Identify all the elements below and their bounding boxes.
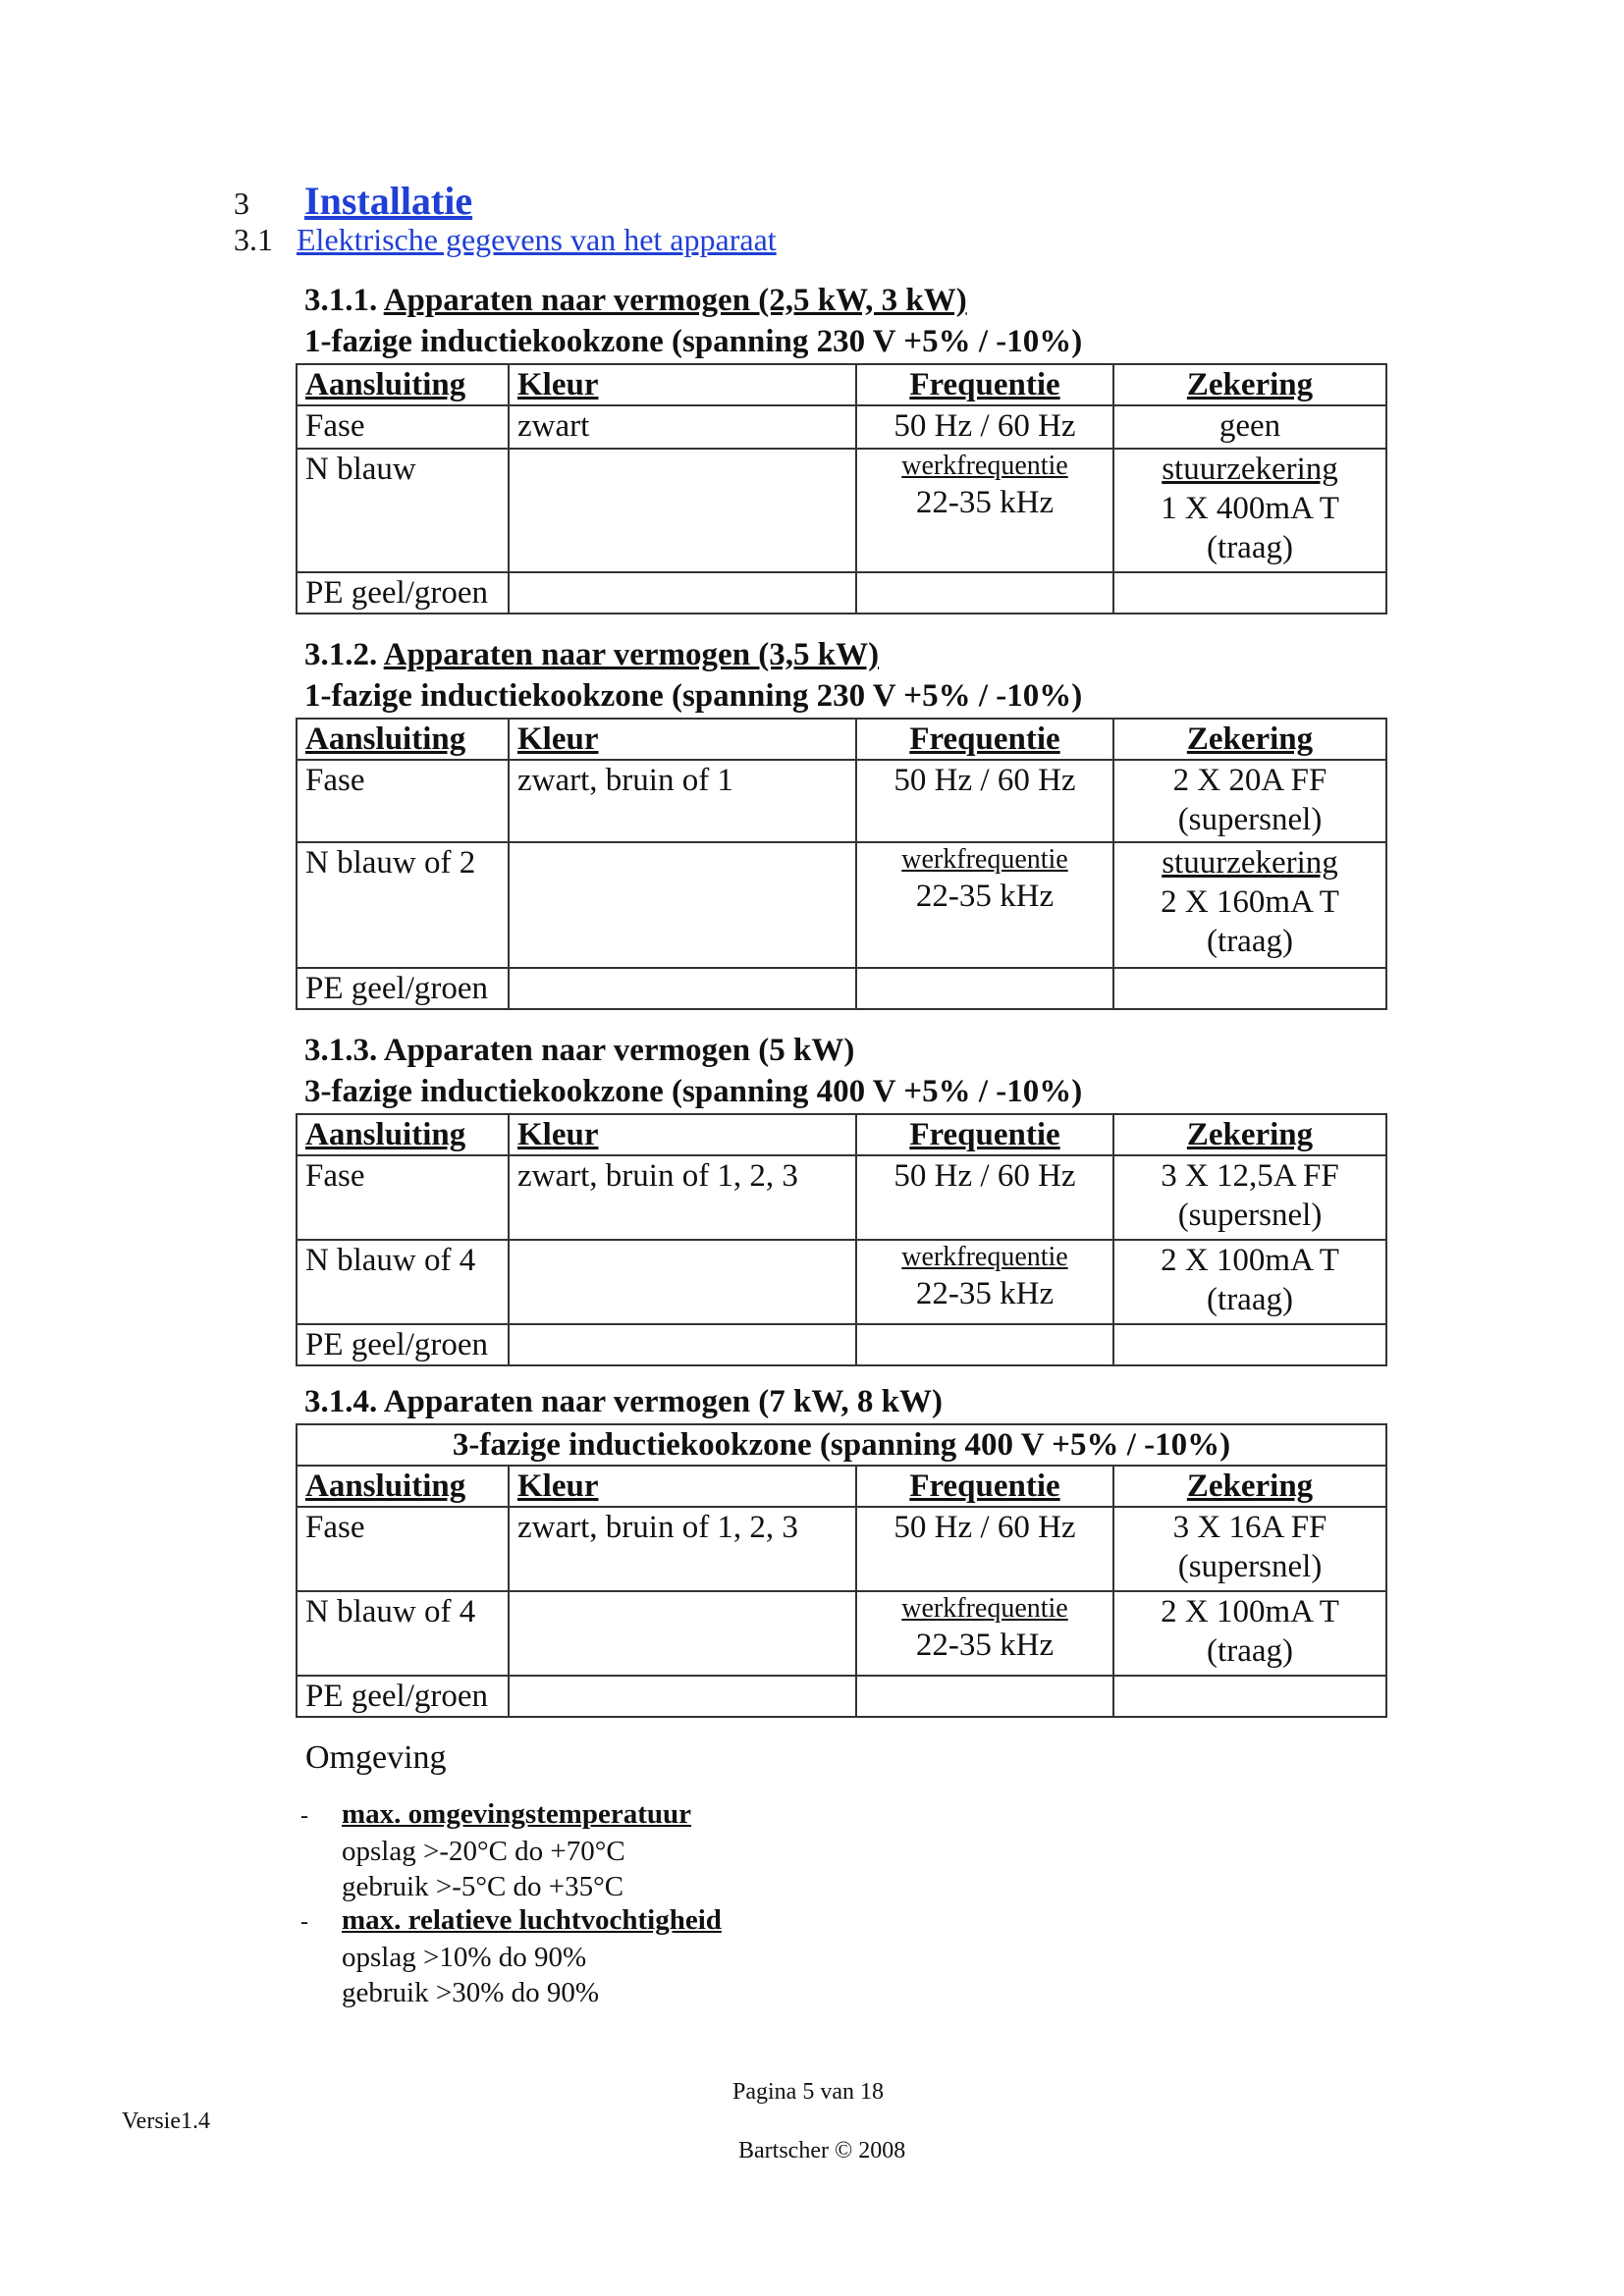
cell-zekering bbox=[1113, 1591, 1386, 1676]
cell-aansluiting: Fase bbox=[297, 1507, 509, 1591]
temperature-heading: max. omgevingstemperatuur bbox=[342, 1798, 692, 1830]
table-row bbox=[297, 572, 1386, 614]
humidity-use: gebruik >30% do 90% bbox=[342, 1977, 600, 2008]
section-3-1-4-header bbox=[304, 1381, 943, 1422]
cell-frequentie bbox=[856, 968, 1113, 1009]
column-header: Frequentie bbox=[856, 719, 1113, 760]
cell-aansluiting: Fase bbox=[297, 1155, 509, 1240]
cell-value-note: (traag) bbox=[1207, 1633, 1293, 1669]
section-3-1-2-header bbox=[304, 634, 1082, 717]
cell-note: stuurzekering bbox=[1162, 452, 1338, 487]
table-header-row bbox=[297, 719, 1386, 760]
cell-kleur bbox=[509, 572, 856, 614]
temperature-use: gebruik >-5°C do +35°C bbox=[342, 1871, 624, 1902]
table-title-row bbox=[297, 1424, 1386, 1466]
column-header: Zekering bbox=[1113, 1466, 1386, 1507]
cell-value-note: (traag) bbox=[1207, 530, 1293, 565]
cell-value: 2 X 100mA T bbox=[1161, 1594, 1339, 1629]
cell-kleur bbox=[509, 1676, 856, 1717]
temperature-storage: opslag >-20°C do +70°C bbox=[342, 1836, 625, 1867]
table-header-row bbox=[297, 364, 1386, 405]
section-subtitle: 3-fazige inductiekookzone (spanning 400 V +5% / -10%) bbox=[304, 1074, 1083, 1109]
section-number: 3.1.3. bbox=[304, 1033, 378, 1068]
table-3-1-1 bbox=[296, 363, 1387, 614]
table-header-row bbox=[297, 1114, 1386, 1155]
table-3-1-2 bbox=[296, 718, 1387, 1010]
cell-value: 22-35 kHz bbox=[915, 1628, 1055, 1663]
cell-value: 22-35 kHz bbox=[915, 1276, 1055, 1311]
bullet-dash: - bbox=[300, 1803, 308, 1829]
column-header: Aansluiting bbox=[297, 719, 509, 760]
column-header: Zekering bbox=[1113, 364, 1386, 405]
table-row bbox=[297, 449, 1386, 572]
subsection-title-link[interactable]: Elektrische gegevens van het apparaat bbox=[297, 222, 777, 257]
cell-kleur: zwart bbox=[509, 405, 856, 449]
table-header-row bbox=[297, 1466, 1386, 1507]
section-subtitle: 1-fazige inductiekookzone (spanning 230 V +5% / -10%) bbox=[304, 678, 1083, 714]
cell-frequentie: 50 Hz / 60 Hz bbox=[856, 1507, 1113, 1591]
cell-zekering bbox=[1113, 1324, 1386, 1365]
column-header: Aansluiting bbox=[297, 1466, 509, 1507]
cell-value-note: (supersnel) bbox=[1177, 802, 1323, 837]
table-row bbox=[297, 1507, 1386, 1591]
cell-zekering bbox=[1113, 1240, 1386, 1324]
cell-zekering bbox=[1113, 760, 1386, 842]
cell-value: 3 X 16A FF bbox=[1172, 1510, 1327, 1545]
cell-kleur bbox=[509, 1240, 856, 1324]
cell-note: werkfrequentie bbox=[901, 1593, 1068, 1624]
table-row bbox=[297, 1155, 1386, 1240]
cell-note: stuurzekering bbox=[1162, 845, 1338, 881]
column-header: Frequentie bbox=[856, 1466, 1113, 1507]
section-number: 3.1.2. bbox=[304, 637, 378, 672]
cell-aansluiting: PE geel/groen bbox=[297, 1676, 509, 1717]
cell-frequentie: 50 Hz / 60 Hz bbox=[856, 760, 1113, 842]
environment-temperature bbox=[300, 1796, 1310, 1904]
section-title-link[interactable]: Installatie bbox=[304, 179, 473, 223]
column-header: Aansluiting bbox=[297, 1114, 509, 1155]
cell-zekering bbox=[1113, 572, 1386, 614]
cell-value: 2 X 160mA T bbox=[1161, 884, 1339, 920]
section-title: Apparaten naar vermogen (2,5 kW, 3 kW) bbox=[383, 283, 967, 318]
cell-value: 2 X 20A FF bbox=[1172, 763, 1327, 798]
cell-note: werkfrequentie bbox=[901, 451, 1068, 481]
cell-zekering bbox=[1113, 449, 1386, 572]
cell-frequentie bbox=[856, 1591, 1113, 1676]
table-row bbox=[297, 842, 1386, 968]
cell-value: 22-35 kHz bbox=[915, 485, 1055, 520]
cell-aansluiting: PE geel/groen bbox=[297, 572, 509, 614]
cell-kleur bbox=[509, 1324, 856, 1365]
cell-frequentie bbox=[856, 1240, 1113, 1324]
column-header: Kleur bbox=[509, 1466, 856, 1507]
cell-note: werkfrequentie bbox=[901, 844, 1068, 875]
cell-frequentie bbox=[856, 1324, 1113, 1365]
cell-zekering bbox=[1113, 1507, 1386, 1591]
humidity-heading: max. relatieve luchtvochtigheid bbox=[342, 1904, 722, 1936]
cell-aansluiting: PE geel/groen bbox=[297, 968, 509, 1009]
table-row bbox=[297, 760, 1386, 842]
cell-frequentie: 50 Hz / 60 Hz bbox=[856, 405, 1113, 449]
cell-frequentie bbox=[856, 449, 1113, 572]
section-3-1-1-header bbox=[304, 280, 1082, 362]
cell-value: 22-35 kHz bbox=[915, 879, 1055, 914]
cell-aansluiting: Fase bbox=[297, 405, 509, 449]
column-header: Zekering bbox=[1113, 719, 1386, 760]
cell-aansluiting: N blauw of 4 bbox=[297, 1591, 509, 1676]
cell-value: 3 X 12,5A FF bbox=[1161, 1158, 1339, 1194]
column-header: Aansluiting bbox=[297, 364, 509, 405]
cell-zekering bbox=[1113, 1155, 1386, 1240]
subsection-heading bbox=[234, 222, 777, 258]
cell-zekering bbox=[1113, 842, 1386, 968]
cell-kleur: zwart, bruin of 1, 2, 3 bbox=[509, 1155, 856, 1240]
cell-aansluiting: N blauw of 4 bbox=[297, 1240, 509, 1324]
section-subtitle: 1-fazige inductiekookzone (spanning 230 V +5% / -10%) bbox=[304, 324, 1083, 359]
cell-aansluiting: PE geel/groen bbox=[297, 1324, 509, 1365]
cell-aansluiting: N blauw of 2 bbox=[297, 842, 509, 968]
cell-aansluiting: Fase bbox=[297, 760, 509, 842]
column-header: Zekering bbox=[1113, 1114, 1386, 1155]
cell-kleur bbox=[509, 842, 856, 968]
cell-kleur: zwart, bruin of 1 bbox=[509, 760, 856, 842]
bullet-dash: - bbox=[300, 1909, 308, 1935]
table-row bbox=[297, 1591, 1386, 1676]
table-3-1-3 bbox=[296, 1113, 1387, 1366]
cell-note: werkfrequentie bbox=[901, 1242, 1068, 1272]
table-row bbox=[297, 968, 1386, 1009]
page-number: Pagina 5 van 18 bbox=[732, 2079, 884, 2105]
cell-kleur bbox=[509, 449, 856, 572]
section-title: Apparaten naar vermogen (7 kW, 8 kW) bbox=[383, 1384, 943, 1419]
subsection-number: 3.1 bbox=[234, 222, 273, 257]
section-heading bbox=[234, 178, 472, 224]
environment-title: Omgeving bbox=[305, 1739, 447, 1776]
cell-value: 2 X 100mA T bbox=[1161, 1243, 1339, 1278]
table-row bbox=[297, 1676, 1386, 1717]
section-3-1-3-header bbox=[304, 1030, 1082, 1112]
column-header: Kleur bbox=[509, 1114, 856, 1155]
section-number: 3.1.1. bbox=[304, 283, 378, 318]
section-number: 3 bbox=[234, 186, 249, 221]
cell-frequentie bbox=[856, 1676, 1113, 1717]
cell-zekering bbox=[1113, 1676, 1386, 1717]
cell-kleur: zwart, bruin of 1, 2, 3 bbox=[509, 1507, 856, 1591]
section-number: 3.1.4. bbox=[304, 1384, 378, 1419]
table-row bbox=[297, 405, 1386, 449]
section-title: Apparaten naar vermogen (5 kW) bbox=[383, 1033, 855, 1068]
humidity-storage: opslag >10% do 90% bbox=[342, 1942, 587, 1973]
cell-kleur bbox=[509, 1591, 856, 1676]
environment-humidity bbox=[300, 1902, 1310, 2010]
cell-value-note: (supersnel) bbox=[1177, 1549, 1323, 1584]
table-title: 3-fazige inductiekookzone (spanning 400 V +5% / -10%) bbox=[297, 1424, 1386, 1466]
column-header: Kleur bbox=[509, 364, 856, 405]
cell-value: 1 X 400mA T bbox=[1161, 491, 1339, 526]
cell-zekering bbox=[1113, 968, 1386, 1009]
column-header: Frequentie bbox=[856, 1114, 1113, 1155]
cell-kleur bbox=[509, 968, 856, 1009]
column-header: Frequentie bbox=[856, 364, 1113, 405]
cell-value-note: (supersnel) bbox=[1177, 1198, 1323, 1233]
cell-value-note: (traag) bbox=[1207, 1282, 1293, 1317]
table-3-1-4 bbox=[296, 1423, 1387, 1718]
section-title: Apparaten naar vermogen (3,5 kW) bbox=[383, 637, 880, 672]
table-row bbox=[297, 1324, 1386, 1365]
version-label: Versie1.4 bbox=[122, 2109, 210, 2134]
cell-frequentie bbox=[856, 842, 1113, 968]
table-row bbox=[297, 1240, 1386, 1324]
cell-aansluiting: N blauw bbox=[297, 449, 509, 572]
cell-frequentie: 50 Hz / 60 Hz bbox=[856, 1155, 1113, 1240]
cell-frequentie bbox=[856, 572, 1113, 614]
column-header: Kleur bbox=[509, 719, 856, 760]
copyright: Bartscher © 2008 bbox=[738, 2138, 906, 2163]
cell-value-note: (traag) bbox=[1207, 924, 1293, 959]
cell-zekering: geen bbox=[1113, 405, 1386, 449]
